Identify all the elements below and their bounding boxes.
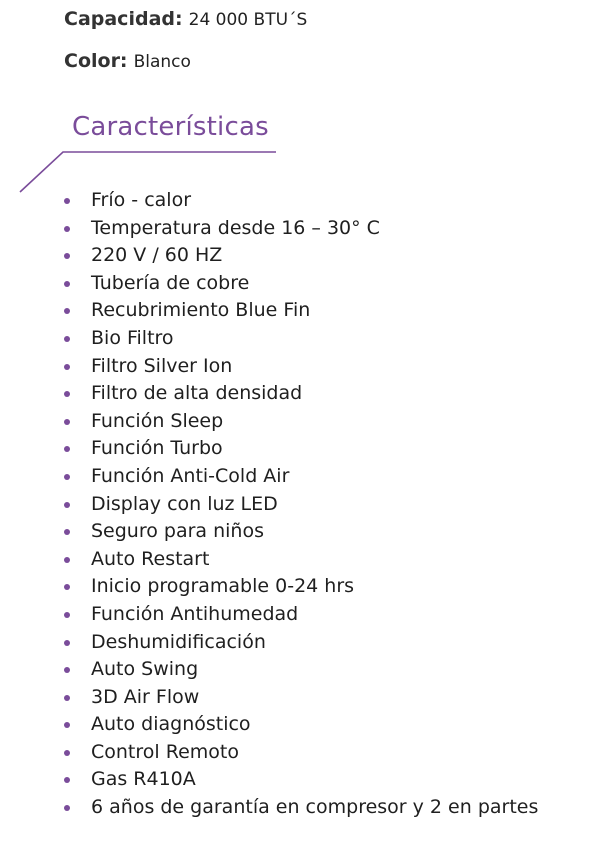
spec-color-label: Color: xyxy=(64,50,128,72)
feature-label: Auto Restart xyxy=(91,547,210,570)
feature-label: Temperatura desde 16 – 30° C xyxy=(91,216,380,239)
list-item xyxy=(62,711,538,739)
bullet-icon xyxy=(64,584,70,590)
feature-label: Función Sleep xyxy=(91,409,224,432)
feature-label: Control Remoto xyxy=(91,740,239,763)
feature-label: Recubrimiento Blue Fin xyxy=(91,299,311,322)
feature-label: Función Turbo xyxy=(91,437,223,460)
list-item xyxy=(62,187,538,215)
bullet-icon xyxy=(64,722,70,728)
list-item xyxy=(62,684,538,712)
bullet-icon xyxy=(64,474,70,480)
feature-label: Deshumidificación xyxy=(91,630,266,653)
bullet-icon xyxy=(64,805,70,811)
bullet-icon xyxy=(64,612,70,618)
list-item xyxy=(62,629,538,657)
list-item xyxy=(62,518,538,546)
bullet-icon xyxy=(64,364,70,370)
spec-color-value: Blanco xyxy=(133,52,191,72)
list-item xyxy=(62,325,538,353)
section-title: Características xyxy=(72,112,269,142)
bullet-icon xyxy=(64,391,70,397)
bullet-icon xyxy=(64,557,70,563)
feature-label: Display con luz LED xyxy=(91,492,278,515)
feature-label: Tubería de cobre xyxy=(91,271,250,294)
list-item xyxy=(62,766,538,794)
list-item xyxy=(62,270,538,298)
bullet-icon xyxy=(64,777,70,783)
feature-label: Filtro de alta densidad xyxy=(91,382,303,405)
bullet-icon xyxy=(64,253,70,259)
list-item xyxy=(62,215,538,243)
list-item xyxy=(62,353,538,381)
feature-label: Seguro para niños xyxy=(91,520,264,543)
bullet-icon xyxy=(64,198,70,204)
feature-label: Auto Swing xyxy=(91,658,199,681)
list-item xyxy=(62,408,538,436)
list-item xyxy=(62,297,538,325)
list-item xyxy=(62,463,538,491)
bullet-icon xyxy=(64,695,70,701)
list-item xyxy=(62,380,538,408)
feature-label: Función Anti-Cold Air xyxy=(91,464,290,487)
spec-capacidad-value: 24 000 BTU´S xyxy=(188,10,308,30)
bullet-icon xyxy=(64,529,70,535)
spec-capacidad-label: Capacidad: xyxy=(64,8,183,30)
list-item xyxy=(62,794,538,822)
list-item xyxy=(62,435,538,463)
bullet-icon xyxy=(64,502,70,508)
feature-label: Inicio programable 0-24 hrs xyxy=(91,575,355,598)
bullet-icon xyxy=(64,226,70,232)
bullet-icon xyxy=(64,667,70,673)
section-title-underline xyxy=(0,0,300,200)
list-item xyxy=(62,546,538,574)
bullet-icon xyxy=(64,640,70,646)
bullet-icon xyxy=(64,308,70,314)
feature-label: Filtro Silver Ion xyxy=(91,354,233,377)
bullet-icon xyxy=(64,336,70,342)
list-item xyxy=(62,491,538,519)
bullet-icon xyxy=(64,750,70,756)
list-item xyxy=(62,739,538,767)
feature-label: Gas R410A xyxy=(91,768,196,791)
feature-label: Frío - calor xyxy=(91,189,192,211)
bullet-icon xyxy=(64,281,70,287)
feature-label: 3D Air Flow xyxy=(91,685,200,708)
feature-label: 220 V / 60 HZ xyxy=(91,244,223,267)
feature-label: Bio Filtro xyxy=(91,326,174,349)
feature-label: Función Antihumedad xyxy=(91,602,299,625)
list-item xyxy=(62,656,538,684)
bullet-icon xyxy=(64,419,70,425)
feature-list xyxy=(62,187,538,822)
feature-label: Auto diagnóstico xyxy=(91,713,251,736)
list-item xyxy=(62,242,538,270)
list-item xyxy=(62,601,538,629)
bullet-icon xyxy=(64,446,70,452)
feature-label: 6 años de garantía en compresor y 2 en partes xyxy=(91,796,539,819)
list-item xyxy=(62,573,538,601)
